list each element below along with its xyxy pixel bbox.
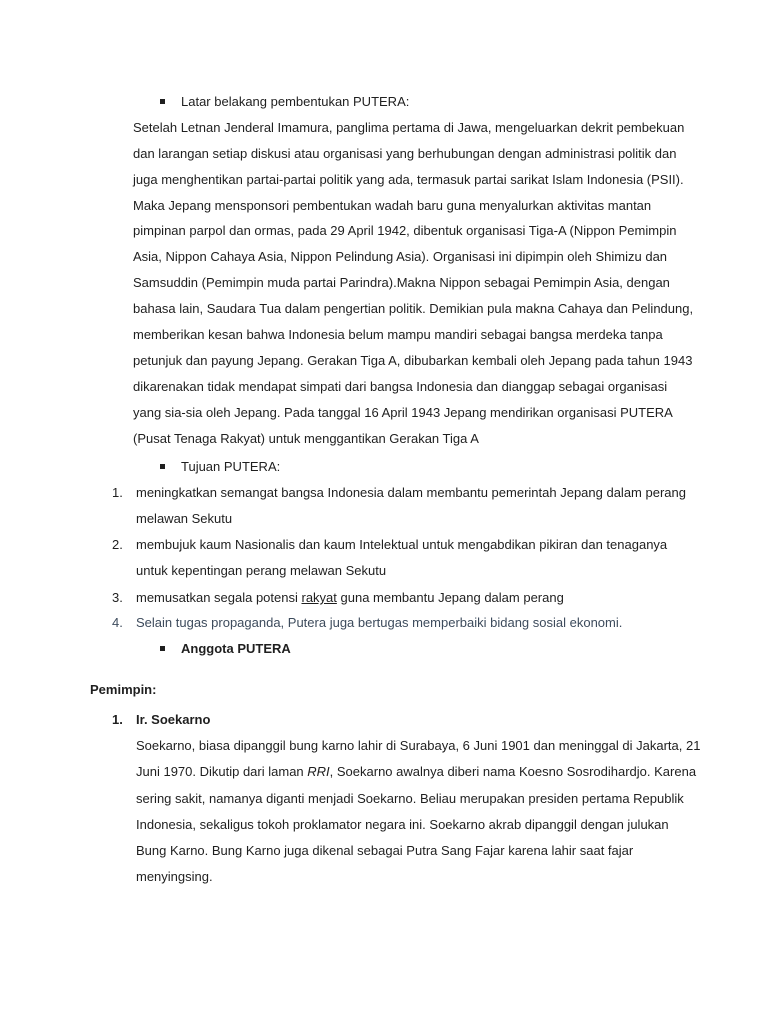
intro-line: pimpinan parpol dan ormas, pada 29 April 1942, dibentuk organisasi Tiga-A (Nippon Pemimpin: [133, 223, 677, 238]
intro-line: bahasa lain, Saudara Tua dalam pengertian politik. Demikian pula makna Cahaya dan Pelindung,: [133, 301, 694, 316]
leader-name: Ir. Soekarno: [136, 712, 211, 727]
leader-bio-line: Bung Karno. Bung Karno juga dikenal sebagai Putra Sang Fajar karena lahir saat fajar: [136, 843, 634, 858]
goal-item-line: meningkatkan semangat bangsa Indonesia dalam membantu pemerintah Jepang dalam perang: [136, 485, 686, 500]
list-number: 3.: [112, 590, 123, 605]
intro-line: dikarenakan tidak mendapat simpati dari bangsa Indonesia dan dianggap sebagai organisasi: [133, 379, 668, 394]
goal-text-pre: memusatkan segala potensi: [136, 590, 302, 605]
section-heading-tujuan: Tujuan PUTERA:: [181, 459, 281, 474]
goal-item-line: [136, 589, 564, 607]
goal-item-line: membujuk kaum Nasionalis dan kaum Intelektual untuk mengabdikan pikiran dan tenaganya: [136, 537, 668, 552]
list-number: 4.: [112, 615, 123, 630]
intro-line: Setelah Letnan Jenderal Imamura, panglima pertama di Jawa, mengeluarkan dekrit pembekuan: [133, 120, 685, 135]
intro-line: juga menghentikan partai-partai politik yang ada, termasuk partai sarikat Islam Indonesia (PSII).: [133, 172, 684, 187]
leader-bio-line: Indonesia, sekaligus tokoh proklamator negara ini. Soekarno akrab dipanggil dengan julukan: [136, 817, 669, 832]
square-bullet-icon: [160, 99, 165, 104]
intro-line: dan larangan setiap diskusi atau organisasi yang berhubungan dengan administrasi politik dan: [133, 146, 677, 161]
list-number: 1.: [112, 712, 123, 727]
intro-line: Maka Jepang mensponsori pembentukan wadah baru guna menyalurkan aktivitas mantan: [133, 198, 652, 213]
bio-text-pre: Juni 1970. Dikutip dari laman: [136, 764, 308, 779]
list-number: 2.: [112, 537, 123, 552]
leader-bio-line: Soekarno, biasa dipanggil bung karno lahir di Surabaya, 6 Juni 1901 dan meninggal di Jakarta, 21: [136, 738, 701, 753]
goal-text-post: guna membantu Jepang dalam perang: [336, 590, 564, 605]
list-number: 1.: [112, 485, 123, 500]
intro-line: petunjuk dan payung Jepang. Gerakan Tiga A, dibubarkan kembali oleh Jepang pada tahun 1943: [133, 353, 693, 368]
rakyat-link[interactable]: rakyat: [301, 590, 337, 605]
section-heading-anggota: Anggota PUTERA: [181, 641, 291, 656]
intro-line: Asia, Nippon Cahaya Asia, Nippon Pelindung Asia). Organisasi ini dipimpin oleh Shimizu dan: [133, 249, 668, 264]
leader-bio-line: menyingsing.: [136, 869, 213, 884]
intro-line: (Pusat Tenaga Rakyat) untuk menggantikan Gerakan Tiga A: [133, 431, 479, 446]
goal-item-line: melawan Sekutu: [136, 511, 233, 526]
intro-line: yang sia-sia oleh Jepang. Pada tanggal 16 April 1943 Jepang mendirikan organisasi PUTERA: [133, 405, 673, 420]
goal-item-line: Selain tugas propaganda, Putera juga bertugas memperbaiki bidang sosial ekonomi.: [136, 615, 623, 630]
leader-bio-line: [136, 763, 696, 781]
intro-line: Samsuddin (Pemimpin muda partai Parindra).Makna Nippon sebagai Pemimpin Asia, dengan: [133, 275, 670, 290]
goal-item-line: untuk kepentingan perang melawan Sekutu: [136, 563, 387, 578]
square-bullet-icon: [160, 464, 165, 469]
square-bullet-icon: [160, 646, 165, 651]
intro-line: memberikan kesan bahwa Indonesia belum mampu mandiri sebagai bangsa merdeka tanpa: [133, 327, 663, 342]
bio-text-post: , Soekarno awalnya diberi nama Koesno Sosrodihardjo. Karena: [329, 764, 697, 779]
leaders-heading: Pemimpin:: [90, 682, 157, 697]
section-heading-latar-belakang: Latar belakang pembentukan PUTERA:: [181, 94, 410, 109]
leader-bio-line: sering sakit, namanya diganti menjadi Soekarno. Beliau merupakan presiden pertama Republik: [136, 791, 684, 806]
rri-source: RRI: [307, 764, 330, 779]
